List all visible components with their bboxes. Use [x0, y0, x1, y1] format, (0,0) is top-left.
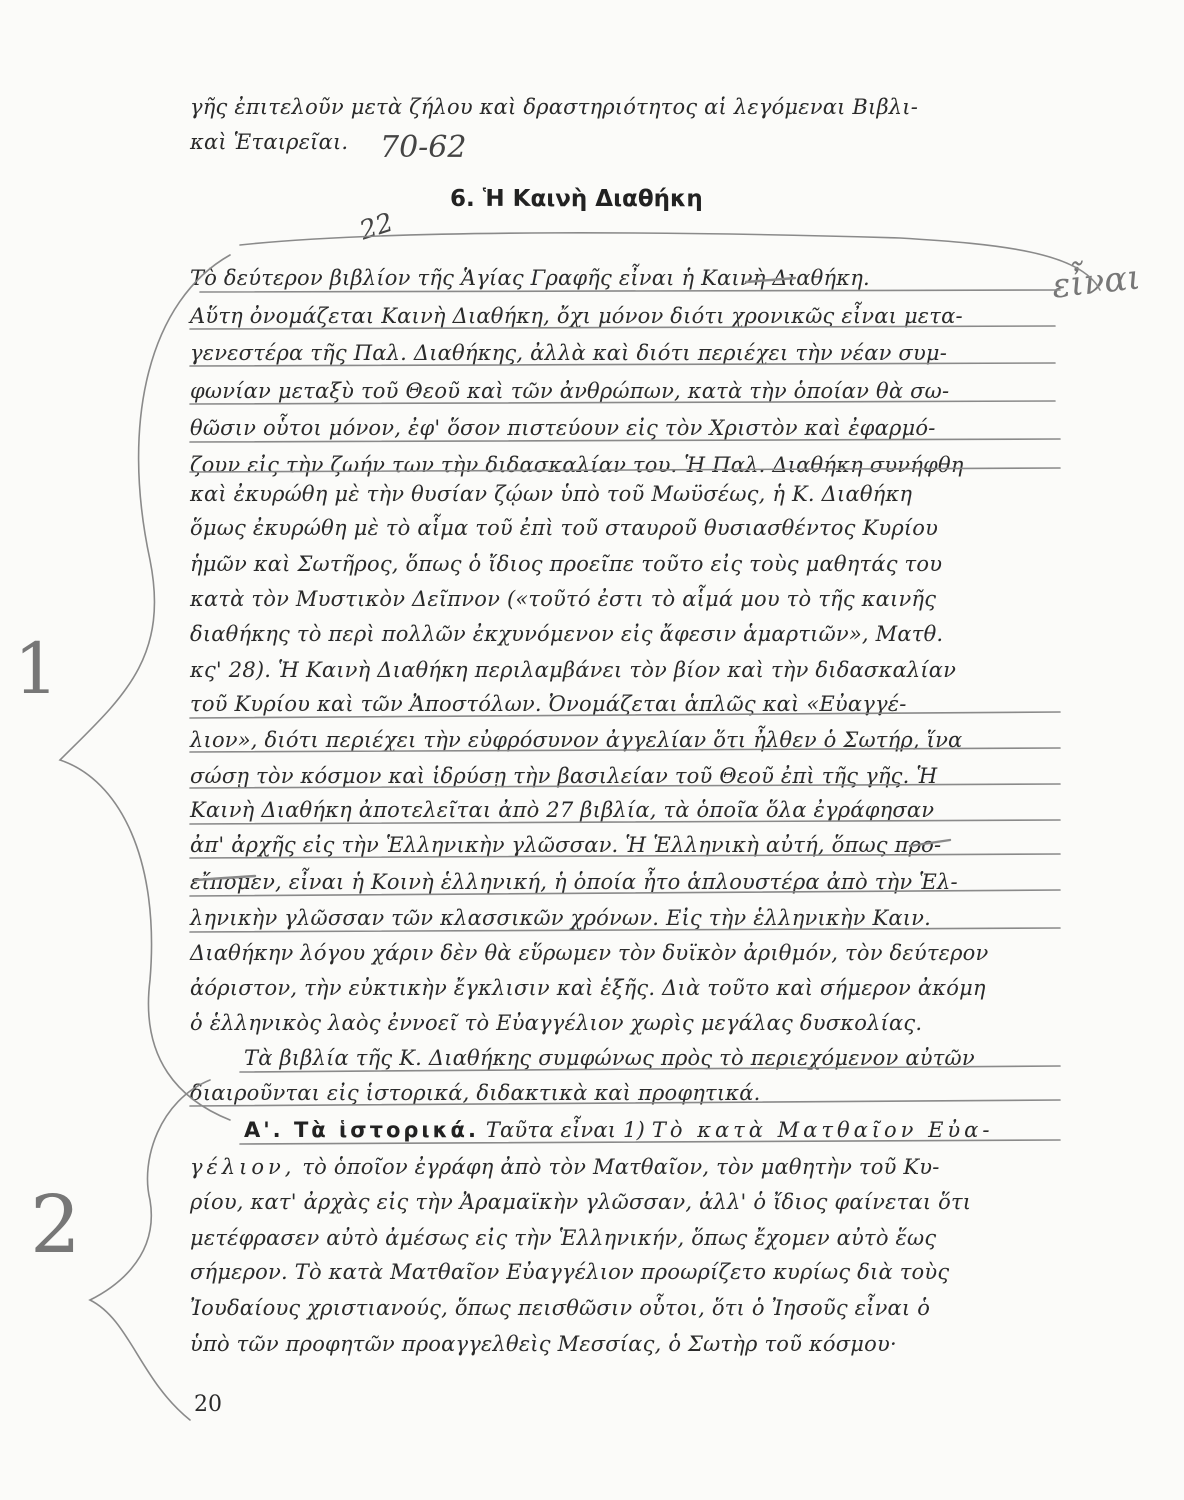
paragraph1-line: Τὸ δεύτερον βιβλίον τῆς Ἁγίας Γραφῆς εἶναι ἡ Καινὴ Διαθήκη. — [190, 266, 870, 290]
paragraph1-line: λιον», διότι περιέχει τὴν εὐφρόσυνον ἀγγελίαν ὅτι ἦλθεν ὁ Σωτήρ, ἵνα — [190, 728, 963, 752]
paragraph1-line: κς' 28). Ἡ Καινὴ Διαθήκη περιλαμβάνει τὸν βίον καὶ τὴν διδασκαλίαν — [190, 658, 957, 682]
handwritten-margin-number-1: 1 — [14, 628, 59, 710]
paragraph1-line: ζουν εἰς τὴν ζωήν των τὴν διδασκαλίαν του. Ἡ Παλ. Διαθήκη συνήφθη — [190, 453, 964, 477]
section-a-line: Ἰουδαίους χριστιανούς, ὅπως πεισθῶσιν οὗτοι, ὅτι ὁ Ἰησοῦς εἶναι ὁ — [190, 1296, 931, 1320]
paragraph2-line: Τὰ βιβλία τῆς Κ. Διαθήκης συμφώνως πρὸς τὸ περιεχόμενον αὐτῶν — [244, 1046, 975, 1070]
section-a-line: ὑπὸ τῶν προφητῶν προαγγελθεὶς Μεσσίας, ὁ Σωτὴρ τοῦ κόσμου· — [190, 1332, 897, 1356]
paragraph1-line: τοῦ Κυρίου καὶ τῶν Ἀποστόλων. Ὀνομάζεται ἁπλῶς καὶ «Εὐαγγέ- — [190, 692, 907, 716]
section-a-line: ρίου, κατ' ἀρχὰς εἰς τὴν Ἀραμαϊκὴν γλῶσσαν, ἀλλ' ὁ ἴδιος φαίνεται ὅτι — [190, 1190, 972, 1214]
paragraph1-line: ὁ ἑλληνικὸς λαὸς ἐννοεῖ τὸ Εὐαγγέλιον χωρὶς μεγάλας δυσκολίας. — [190, 1011, 923, 1035]
handwritten-note-top-a: 70-62 — [380, 130, 467, 165]
paragraph1-line: καὶ ἐκυρώθη μὲ τὴν θυσίαν ζῴων ὑπὸ τοῦ Μωϋσέως, ἡ Κ. Διαθήκη — [190, 482, 913, 506]
paragraph1-line: ἡμῶν καὶ Σωτῆρος, ὅπως ὁ ἴδιος προεῖπε τοῦτο εἰς τοὺς μαθητάς του — [190, 552, 943, 576]
section-a-lead: Ταῦτα εἶναι 1) — [485, 1118, 645, 1142]
section-a-line1-rest: τὸ ὁποῖον ἐγράφη ἀπὸ τὸν Ματθαῖον, τὸν μαθητὴν τοῦ Κυ- — [302, 1155, 940, 1179]
section-a-heading: Α'. Τὰ ἱστορικά. — [244, 1118, 479, 1142]
paragraph1-line: Αὕτη ὀνομάζεται Καινὴ Διαθήκη, ὄχι μόνον διότι χρονικῶς εἶναι μετα- — [190, 304, 963, 328]
gospel-title-part-2: γέλιον, — [190, 1155, 296, 1179]
handwritten-note-top-b: 22 — [356, 207, 397, 247]
paragraph1-line: εἴπομεν, εἶναι ἡ Κοινὴ ἑλληνική, ἡ ὁποία ἦτο ἁπλουστέρα ἀπὸ τὴν Ἑλ- — [190, 870, 958, 894]
paragraph1-line: θῶσιν οὗτοι μόνον, ἐφ' ὅσον πιστεύουν εἰς τὸν Χριστὸν καὶ ἐφαρμό- — [190, 416, 936, 440]
paragraph1-line: διαθήκης τὸ περὶ πολλῶν ἐκχυνόμενον εἰς ἄφεσιν ἁμαρτιῶν», Ματθ. — [190, 622, 944, 646]
gospel-title-part-1: Τὸ κατὰ Ματθαῖον Εὐα- — [651, 1118, 994, 1142]
paragraph2-line: διαιροῦνται εἰς ἱστορικά, διδακτικὰ καὶ προφητικά. — [190, 1081, 761, 1105]
paragraph1-line: ἀόριστον, τὴν εὐκτικὴν ἔγκλισιν καὶ ἑξῆς. Διὰ τοῦτο καὶ σήμερον ἀκόμη — [190, 976, 986, 1000]
paragraph1-line: ἀπ' ἀρχῆς εἰς τὴν Ἑλληνικὴν γλῶσσαν. Ἡ Ἑλληνικὴ αὐτή, ὅπως προ- — [190, 833, 942, 857]
page-number: 20 — [194, 1392, 222, 1417]
paragraph1-line: ὅμως ἐκυρώθη μὲ τὸ αἷμα τοῦ ἐπὶ τοῦ σταυροῦ θυσιασθέντος Κυρίου — [190, 516, 939, 540]
section-a-second-line — [190, 1153, 1060, 1181]
handwritten-margin-note: εἶναι — [1050, 257, 1143, 307]
paragraph1-line: φωνίαν μεταξὺ τοῦ Θεοῦ καὶ τῶν ἀνθρώπων, κατὰ τὴν ὁποίαν θὰ σω- — [190, 379, 950, 403]
section-title: 6. Ἡ Καινὴ Διαθήκη — [450, 186, 703, 212]
paragraph1-line: κατὰ τὸν Μυστικὸν Δεῖπνον («τοῦτό ἐστι τὸ αἷμά μου τὸ τῆς καινῆς — [190, 587, 937, 611]
handwritten-margin-number-2: 2 — [30, 1178, 81, 1271]
paragraph1-line: Διαθήκην λόγου χάριν δὲν θὰ εὕρωμεν τὸν δυϊκὸν ἀριθμόν, τὸν δεύτερον — [190, 941, 989, 965]
section-a-line: σήμερον. Τὸ κατὰ Ματθαῖον Εὐαγγέλιον προωρίζετο κυρίως διὰ τοὺς — [190, 1260, 950, 1284]
section-a-first-line — [244, 1116, 1060, 1144]
paragraph1-line: ληνικὴν γλῶσσαν τῶν κλασσικῶν χρόνων. Εἰς τὴν ἑλληνικὴν Καιν. — [190, 906, 932, 930]
intro-line-1: γῆς ἐπιτελοῦν μετὰ ζήλου καὶ δραστηριότητος αἱ λεγόμεναι Βιβλι- — [190, 95, 919, 119]
paragraph1-line: γενεστέρα τῆς Παλ. Διαθήκης, ἀλλὰ καὶ διότι περιέχει τὴν νέαν συμ- — [190, 341, 948, 365]
paragraph1-line: σώσῃ τὸν κόσμον καὶ ἱδρύσῃ τὴν βασιλείαν τοῦ Θεοῦ ἐπὶ τῆς γῆς. Ἡ — [190, 764, 938, 788]
section-a-line: μετέφρασεν αὐτὸ ἀμέσως εἰς τὴν Ἑλληνικήν, ὅπως ἔχομεν αὐτὸ ἕως — [190, 1226, 937, 1250]
paragraph1-line: Καινὴ Διαθήκη ἀποτελεῖται ἀπὸ 27 βιβλία, τὰ ὁποῖα ὅλα ἐγράφησαν — [190, 798, 935, 822]
intro-line-2: καὶ Ἑταιρεῖαι. — [190, 130, 349, 154]
